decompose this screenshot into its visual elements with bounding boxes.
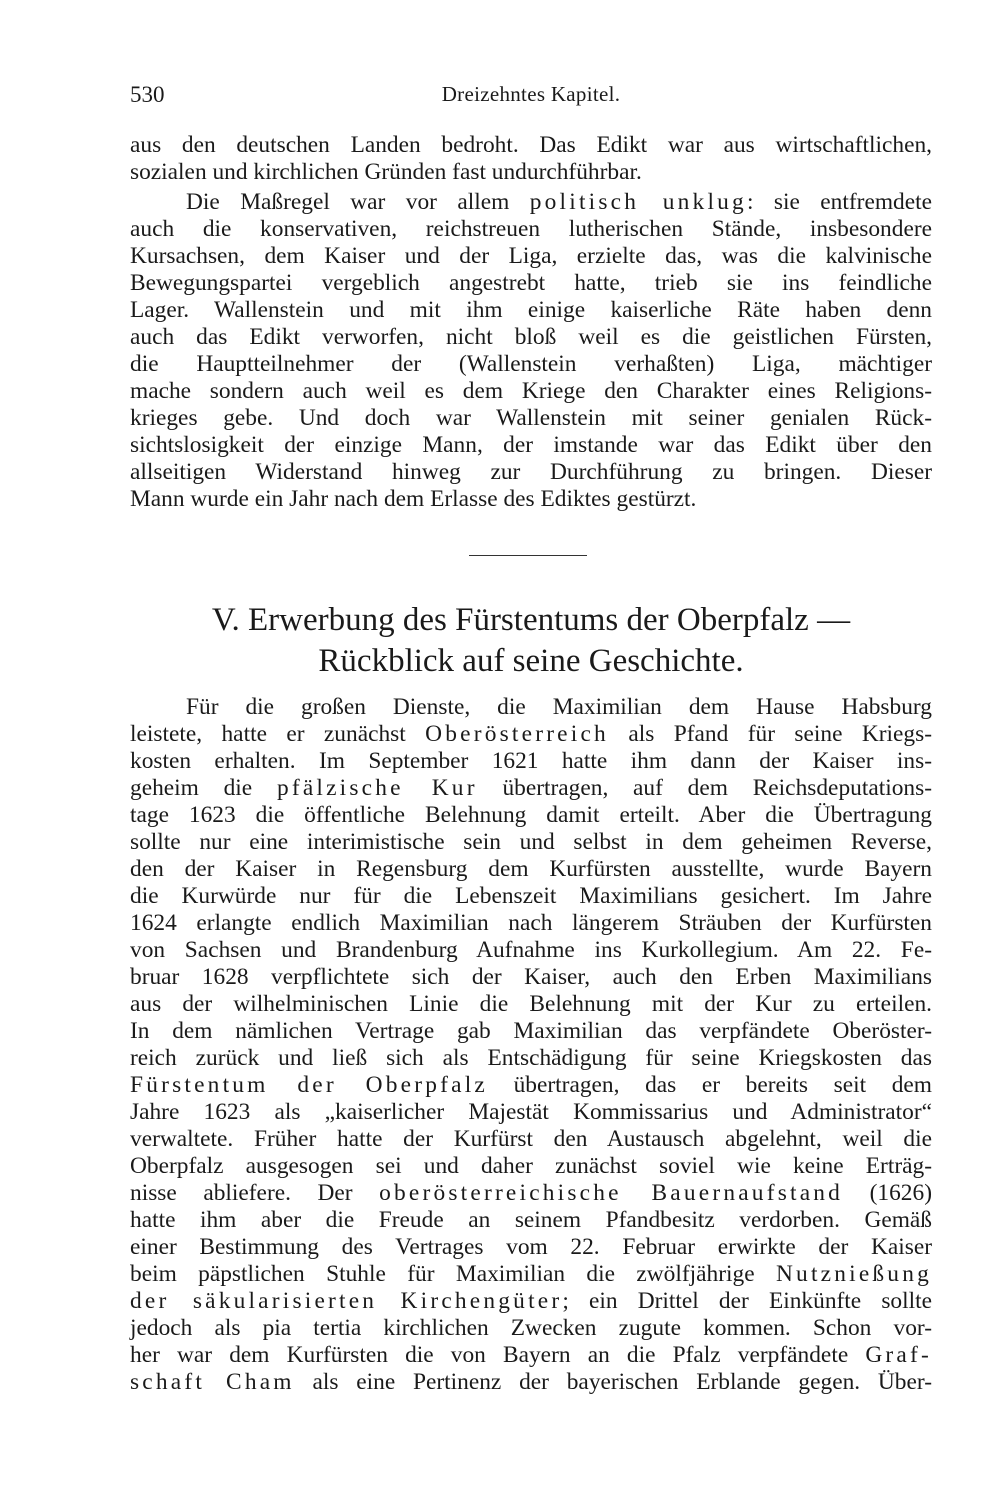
text-run: (1626) <box>869 1180 932 1206</box>
text-line: Oberpfalz ausgesogen sei und daher zunächst soviel wie keine Erträg- <box>130 1153 932 1179</box>
text-line: tage 1623 die öffentliche Belehnung damit erteilt. Aber die Übertragung <box>130 802 932 828</box>
text-run: übertragen, auf dem Reichsdeputations- <box>477 775 932 801</box>
text-line: einer Bestimmung des Vertrages vom 22. Februar erwirkte der Kaiser <box>130 1234 932 1260</box>
text-line <box>130 1342 932 1369</box>
text-run: : sie entfremdete <box>746 189 932 215</box>
text-line: Mann wurde ein Jahr nach dem Erlasse des Ediktes gestürzt. <box>130 486 697 512</box>
text-line <box>130 775 932 802</box>
text-line: auch die konservativen, reichstreuen lutherischen Stände, insbesondere <box>130 216 932 242</box>
text-line: sollte nur eine interimistische sein und selbst in dem geheimen Reverse, <box>130 829 932 855</box>
text-run: her war dem Kurfürsten die von Bayern an die Pfalz verpfändete <box>130 1342 866 1368</box>
text-line: die Kurwürde nur für die Lebenszeit Maximilians gesichert. Im Jahre <box>130 883 932 909</box>
text-run: geheim die <box>130 775 277 801</box>
text-line: auch das Edikt verworfen, nicht bloß weil es die geistlichen Fürsten, <box>130 324 932 350</box>
text-line <box>130 1180 932 1207</box>
text-line: sichtslosigkeit der einzige Mann, der imstande war das Edikt über den <box>130 432 932 458</box>
text-line <box>130 1072 932 1099</box>
text-run: als Pfand für seine Kriegs- <box>608 721 932 747</box>
text-run: Die Maßregel war vor allem <box>186 189 530 215</box>
text-line: von Sachsen und Brandenburg Aufnahme ins Kurkollegium. Am 22. Fe- <box>130 937 932 963</box>
text-line: bruar 1628 verpflichtete sich der Kaiser, auch den Erben Maximilians <box>130 964 932 990</box>
section-heading-line-1: V. Erwerbung des Fürstentums der Oberpfalz — <box>211 602 851 638</box>
emphasis-text: Nutznießung <box>775 1261 932 1287</box>
text-line: Für die großen Dienste, die Maximilian dem Hause Habsburg <box>186 694 932 720</box>
text-line: Bewegungspartei vergeblich angestrebt hatte, trieb sie ins feindliche <box>130 270 932 296</box>
emphasis-text: der säkularisierten Kirchengüter <box>130 1288 563 1314</box>
chapter-title: Dreizehntes Kapitel. <box>441 82 621 106</box>
text-run: beim päpstlichen Stuhle für Maximilian die zwölfjährige <box>130 1261 776 1287</box>
emphasis-text: pfälzische Kur <box>276 775 478 801</box>
text-line <box>130 721 932 748</box>
text-line: aus den deutschen Landen bedroht. Das Edikt war aus wirtschaftlichen, <box>130 132 932 158</box>
text-run: ; ein Drittel der Einkünfte sollte <box>562 1288 933 1314</box>
section-divider <box>469 555 587 556</box>
text-line: Kursachsen, dem Kaiser und der Liga, erzielte das, was die kalvinische <box>130 243 932 269</box>
text-line: den der Kaiser in Regensburg dem Kurfürsten ausstellte, wurde Bayern <box>130 856 932 882</box>
emphasis-text: politisch unklug <box>529 189 747 215</box>
emphasis-text: Fürstentum der Oberpfalz <box>130 1072 488 1098</box>
emphasis-text: Oberösterreich <box>425 721 609 747</box>
text-run: nisse abliefere. Der <box>130 1180 353 1206</box>
text-line: In dem nämlichen Vertrage gab Maximilian das verpfändete Oberöster- <box>130 1018 932 1044</box>
text-line: die Hauptteilnehmer der (Wallenstein verhaßten) Liga, mächtiger <box>130 351 932 377</box>
text-line <box>130 1288 932 1315</box>
text-line: Lager. Wallenstein und mit ihm einige kaiserliche Räte haben denn <box>130 297 932 323</box>
emphasis-text: schaft Cham <box>130 1369 295 1395</box>
text-line: kosten erhalten. Im September 1621 hatte ihm dann der Kaiser ins- <box>130 748 932 774</box>
text-run: leistete, hatte er zunächst <box>130 721 426 747</box>
text-line: allseitigen Widerstand hinweg zur Durchführung zu bringen. Dieser <box>130 459 932 485</box>
text-line: reich zurück und ließ sich als Entschädigung für seine Kriegskosten das <box>130 1045 932 1071</box>
text-line: mache sondern auch weil es dem Kriege den Charakter eines Religions- <box>130 378 932 404</box>
text-line: aus der wilhelminischen Linie die Belehnung mit der Kur zu erteilen. <box>130 991 932 1017</box>
text-line: krieges gebe. Und doch war Wallenstein mit seiner genialen Rück- <box>130 405 932 431</box>
text-line <box>130 189 932 216</box>
text-line: verwaltete. Früher hatte der Kurfürst den Austausch abgelehnt, weil die <box>130 1126 932 1152</box>
running-head <box>130 82 932 112</box>
page-number: 530 <box>130 82 165 107</box>
section-heading-line-2: Rückblick auf seine Geschichte. <box>318 643 744 679</box>
text-line: 1624 erlangte endlich Maximilian nach längerem Sträuben der Kurfürsten <box>130 910 932 936</box>
text-line: hatte ihm aber die Freude an seinem Pfandbesitz verdorben. Gemäß <box>130 1207 932 1233</box>
text-line <box>130 1369 932 1396</box>
text-run: als eine Pertinenz der bayerischen Erblande gegen. Über- <box>294 1369 932 1395</box>
text-line: sozialen und kirchlichen Gründen fast undurchführbar. <box>130 159 642 185</box>
text-run: übertragen, das er bereits seit dem <box>487 1072 933 1098</box>
book-page <box>130 0 932 1492</box>
emphasis-text: oberösterreichische Bauernaufstand <box>379 1180 844 1206</box>
text-line <box>130 1261 932 1288</box>
emphasis-text: Graf- <box>865 1342 932 1368</box>
text-line: jedoch als pia tertia kirchlichen Zwecken zugute kommen. Schon vor- <box>130 1315 932 1341</box>
text-line: Jahre 1623 als „kaiserlicher Majestät Kommissarius und Administrator“ <box>130 1099 932 1125</box>
